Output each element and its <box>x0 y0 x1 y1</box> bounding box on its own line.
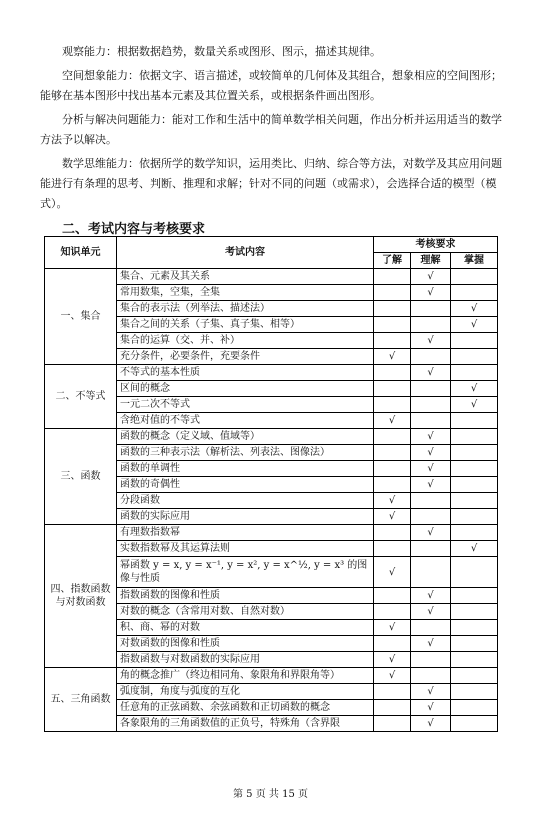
master-check-cell: √ <box>451 317 498 333</box>
understand-check-cell: √ <box>374 652 411 668</box>
exam-content-cell: 区间的概念 <box>117 381 374 397</box>
understand-check-cell <box>374 716 411 732</box>
comprehend-check-cell <box>411 397 451 413</box>
comprehend-check-cell: √ <box>411 588 451 604</box>
header-requirement: 考核要求 <box>374 237 498 253</box>
understand-check-cell <box>374 588 411 604</box>
header-unit: 知识单元 <box>45 237 117 269</box>
understand-check-cell <box>374 700 411 716</box>
knowledge-unit-cell: 二、不等式 <box>45 365 117 429</box>
master-check-cell <box>451 477 498 493</box>
understand-check-cell <box>374 541 411 557</box>
master-check-cell <box>451 604 498 620</box>
table-body <box>45 269 498 732</box>
comprehend-check-cell <box>411 509 451 525</box>
understand-check-cell <box>374 285 411 301</box>
paragraph-thinking: 数学思维能力：依据所学的数学知识，运用类比、归纳、综合等方法，对数学及其应用问题能进行有条理的思考、判断、推理和求解；针对不同的问题（或需求），会选择合适的模型（模式）。 <box>40 157 502 210</box>
exam-content-cell: 常用数集，空集，全集 <box>117 285 374 301</box>
exam-content-cell: 函数的三种表示法（解析法、列表法、图像法） <box>117 445 374 461</box>
table-row <box>45 668 498 684</box>
exam-content-cell: 分段函数 <box>117 493 374 509</box>
exam-content-cell: 函数的概念（定义域、值域等） <box>117 429 374 445</box>
understand-check-cell <box>374 525 411 541</box>
master-check-cell: √ <box>451 381 498 397</box>
understand-check-cell <box>374 429 411 445</box>
comprehend-check-cell: √ <box>411 269 451 285</box>
comprehend-check-cell: √ <box>411 700 451 716</box>
master-check-cell: √ <box>451 541 498 557</box>
master-check-cell <box>451 716 498 732</box>
comprehend-check-cell: √ <box>411 333 451 349</box>
exam-content-cell: 集合的表示法（列举法、描述法） <box>117 301 374 317</box>
exam-content-cell: 含绝对值的不等式 <box>117 413 374 429</box>
exam-content-cell: 集合、元素及其关系 <box>117 269 374 285</box>
understand-check-cell <box>374 445 411 461</box>
exam-content-cell: 对数的概念（含常用对数、自然对数） <box>117 604 374 620</box>
master-check-cell <box>451 461 498 477</box>
comprehend-check-cell: √ <box>411 445 451 461</box>
understand-check-cell <box>374 604 411 620</box>
exam-content-cell: 函数的单调性 <box>117 461 374 477</box>
exam-content-cell: 幂函数 y = x, y = x⁻¹, y = x², y = x^½, y = x³ 的图像与性质 <box>117 557 374 588</box>
exam-content-cell: 不等式的基本性质 <box>117 365 374 381</box>
exam-content-cell: 各象限角的三角函数值的正负号，特殊角（含界限 <box>117 716 374 732</box>
exam-content-cell: 有理数指数幂 <box>117 525 374 541</box>
comprehend-check-cell: √ <box>411 365 451 381</box>
master-check-cell <box>451 684 498 700</box>
exam-requirements-table <box>44 236 498 732</box>
exam-content-cell: 指数函数与对数函数的实际应用 <box>117 652 374 668</box>
comprehend-check-cell <box>411 541 451 557</box>
understand-check-cell: √ <box>374 413 411 429</box>
comprehend-check-cell <box>411 381 451 397</box>
table-row <box>45 429 498 445</box>
master-check-cell <box>451 668 498 684</box>
master-check-cell <box>451 636 498 652</box>
master-check-cell: √ <box>451 397 498 413</box>
comprehend-check-cell: √ <box>411 716 451 732</box>
master-check-cell <box>451 652 498 668</box>
understand-check-cell <box>374 333 411 349</box>
understand-check-cell: √ <box>374 509 411 525</box>
comprehend-check-cell <box>411 317 451 333</box>
comprehend-check-cell: √ <box>411 525 451 541</box>
comprehend-check-cell <box>411 668 451 684</box>
understand-check-cell: √ <box>374 668 411 684</box>
comprehend-check-cell: √ <box>411 429 451 445</box>
master-check-cell <box>451 700 498 716</box>
exam-content-cell: 角的概念推广（终边相同角、象限角和界限角等） <box>117 668 374 684</box>
exam-content-cell: 指数函数的图像和性质 <box>117 588 374 604</box>
exam-content-cell: 一元二次不等式 <box>117 397 374 413</box>
exam-content-cell: 积、商、幂的对数 <box>117 620 374 636</box>
paragraph-spatial: 空间想象能力：依据文字、语言描述，或较简单的几何体及其组合，想象相应的空间图形；能够在基本图形中找出基本元素及其位置关系，或根据条件画出图形。 <box>40 69 502 102</box>
understand-check-cell <box>374 684 411 700</box>
understand-check-cell <box>374 301 411 317</box>
understand-check-cell <box>374 365 411 381</box>
section-title: 二、考试内容与考核要求 <box>62 222 206 237</box>
master-check-cell <box>451 588 498 604</box>
comprehend-check-cell: √ <box>411 477 451 493</box>
master-check-cell <box>451 493 498 509</box>
master-check-cell <box>451 525 498 541</box>
comprehend-check-cell <box>411 413 451 429</box>
comprehend-check-cell: √ <box>411 604 451 620</box>
comprehend-check-cell <box>411 301 451 317</box>
knowledge-unit-cell: 一、集合 <box>45 269 117 365</box>
comprehend-check-cell: √ <box>411 285 451 301</box>
understand-check-cell <box>374 477 411 493</box>
exam-content-cell: 集合的运算（交、并、补） <box>117 333 374 349</box>
understand-check-cell: √ <box>374 557 411 588</box>
table-row <box>45 365 498 381</box>
master-check-cell <box>451 365 498 381</box>
paragraph-analysis: 分析与解决问题能力：能对工作和生活中的简单数学相关问题，作出分析并运用适当的数学方法予以解决。 <box>40 113 502 146</box>
understand-check-cell: √ <box>374 349 411 365</box>
comprehend-check-cell <box>411 557 451 588</box>
understand-check-cell <box>374 636 411 652</box>
master-check-cell <box>451 509 498 525</box>
understand-check-cell <box>374 317 411 333</box>
understand-check-cell <box>374 397 411 413</box>
comprehend-check-cell <box>411 493 451 509</box>
understand-check-cell <box>374 269 411 285</box>
master-check-cell <box>451 285 498 301</box>
knowledge-unit-cell: 三、函数 <box>45 429 117 525</box>
exam-content-cell: 弧度制，角度与弧度的互化 <box>117 684 374 700</box>
understand-check-cell: √ <box>374 620 411 636</box>
comprehend-check-cell <box>411 652 451 668</box>
master-check-cell <box>451 413 498 429</box>
exam-content-cell: 集合之间的关系（子集、真子集、相等） <box>117 317 374 333</box>
comprehend-check-cell <box>411 620 451 636</box>
understand-check-cell <box>374 381 411 397</box>
knowledge-unit-cell: 五、三角函数 <box>45 668 117 732</box>
exam-content-cell: 对数函数的图像和性质 <box>117 636 374 652</box>
master-check-cell <box>451 269 498 285</box>
master-check-cell <box>451 333 498 349</box>
exam-content-cell: 函数的奇偶性 <box>117 477 374 493</box>
header-content: 考试内容 <box>117 237 374 269</box>
master-check-cell <box>451 445 498 461</box>
exam-content-cell: 任意角的正弦函数、余弦函数和正切函数的概念 <box>117 700 374 716</box>
master-check-cell: √ <box>451 301 498 317</box>
master-check-cell <box>451 620 498 636</box>
table-row <box>45 269 498 285</box>
knowledge-unit-cell: 四、指数函数与对数函数 <box>45 525 117 668</box>
understand-check-cell: √ <box>374 493 411 509</box>
master-check-cell <box>451 349 498 365</box>
understand-check-cell <box>374 461 411 477</box>
exam-content-cell: 函数的实际应用 <box>117 509 374 525</box>
header-master: 掌握 <box>451 253 498 269</box>
comprehend-check-cell: √ <box>411 461 451 477</box>
master-check-cell <box>451 429 498 445</box>
paragraph-observation: 观察能力：根据数据趋势，数量关系或图形、图示，描述其规律。 <box>62 45 381 58</box>
comprehend-check-cell <box>411 349 451 365</box>
comprehend-check-cell: √ <box>411 636 451 652</box>
comprehend-check-cell: √ <box>411 684 451 700</box>
header-comprehend: 理解 <box>411 253 451 269</box>
table-row <box>45 525 498 541</box>
header-understand: 了解 <box>374 253 411 269</box>
master-check-cell <box>451 557 498 588</box>
exam-content-cell: 充分条件，必要条件，充要条件 <box>117 349 374 365</box>
exam-content-cell: 实数指数幂及其运算法则 <box>117 541 374 557</box>
page-footer: 第 5 页 共 15 页 <box>233 789 308 800</box>
